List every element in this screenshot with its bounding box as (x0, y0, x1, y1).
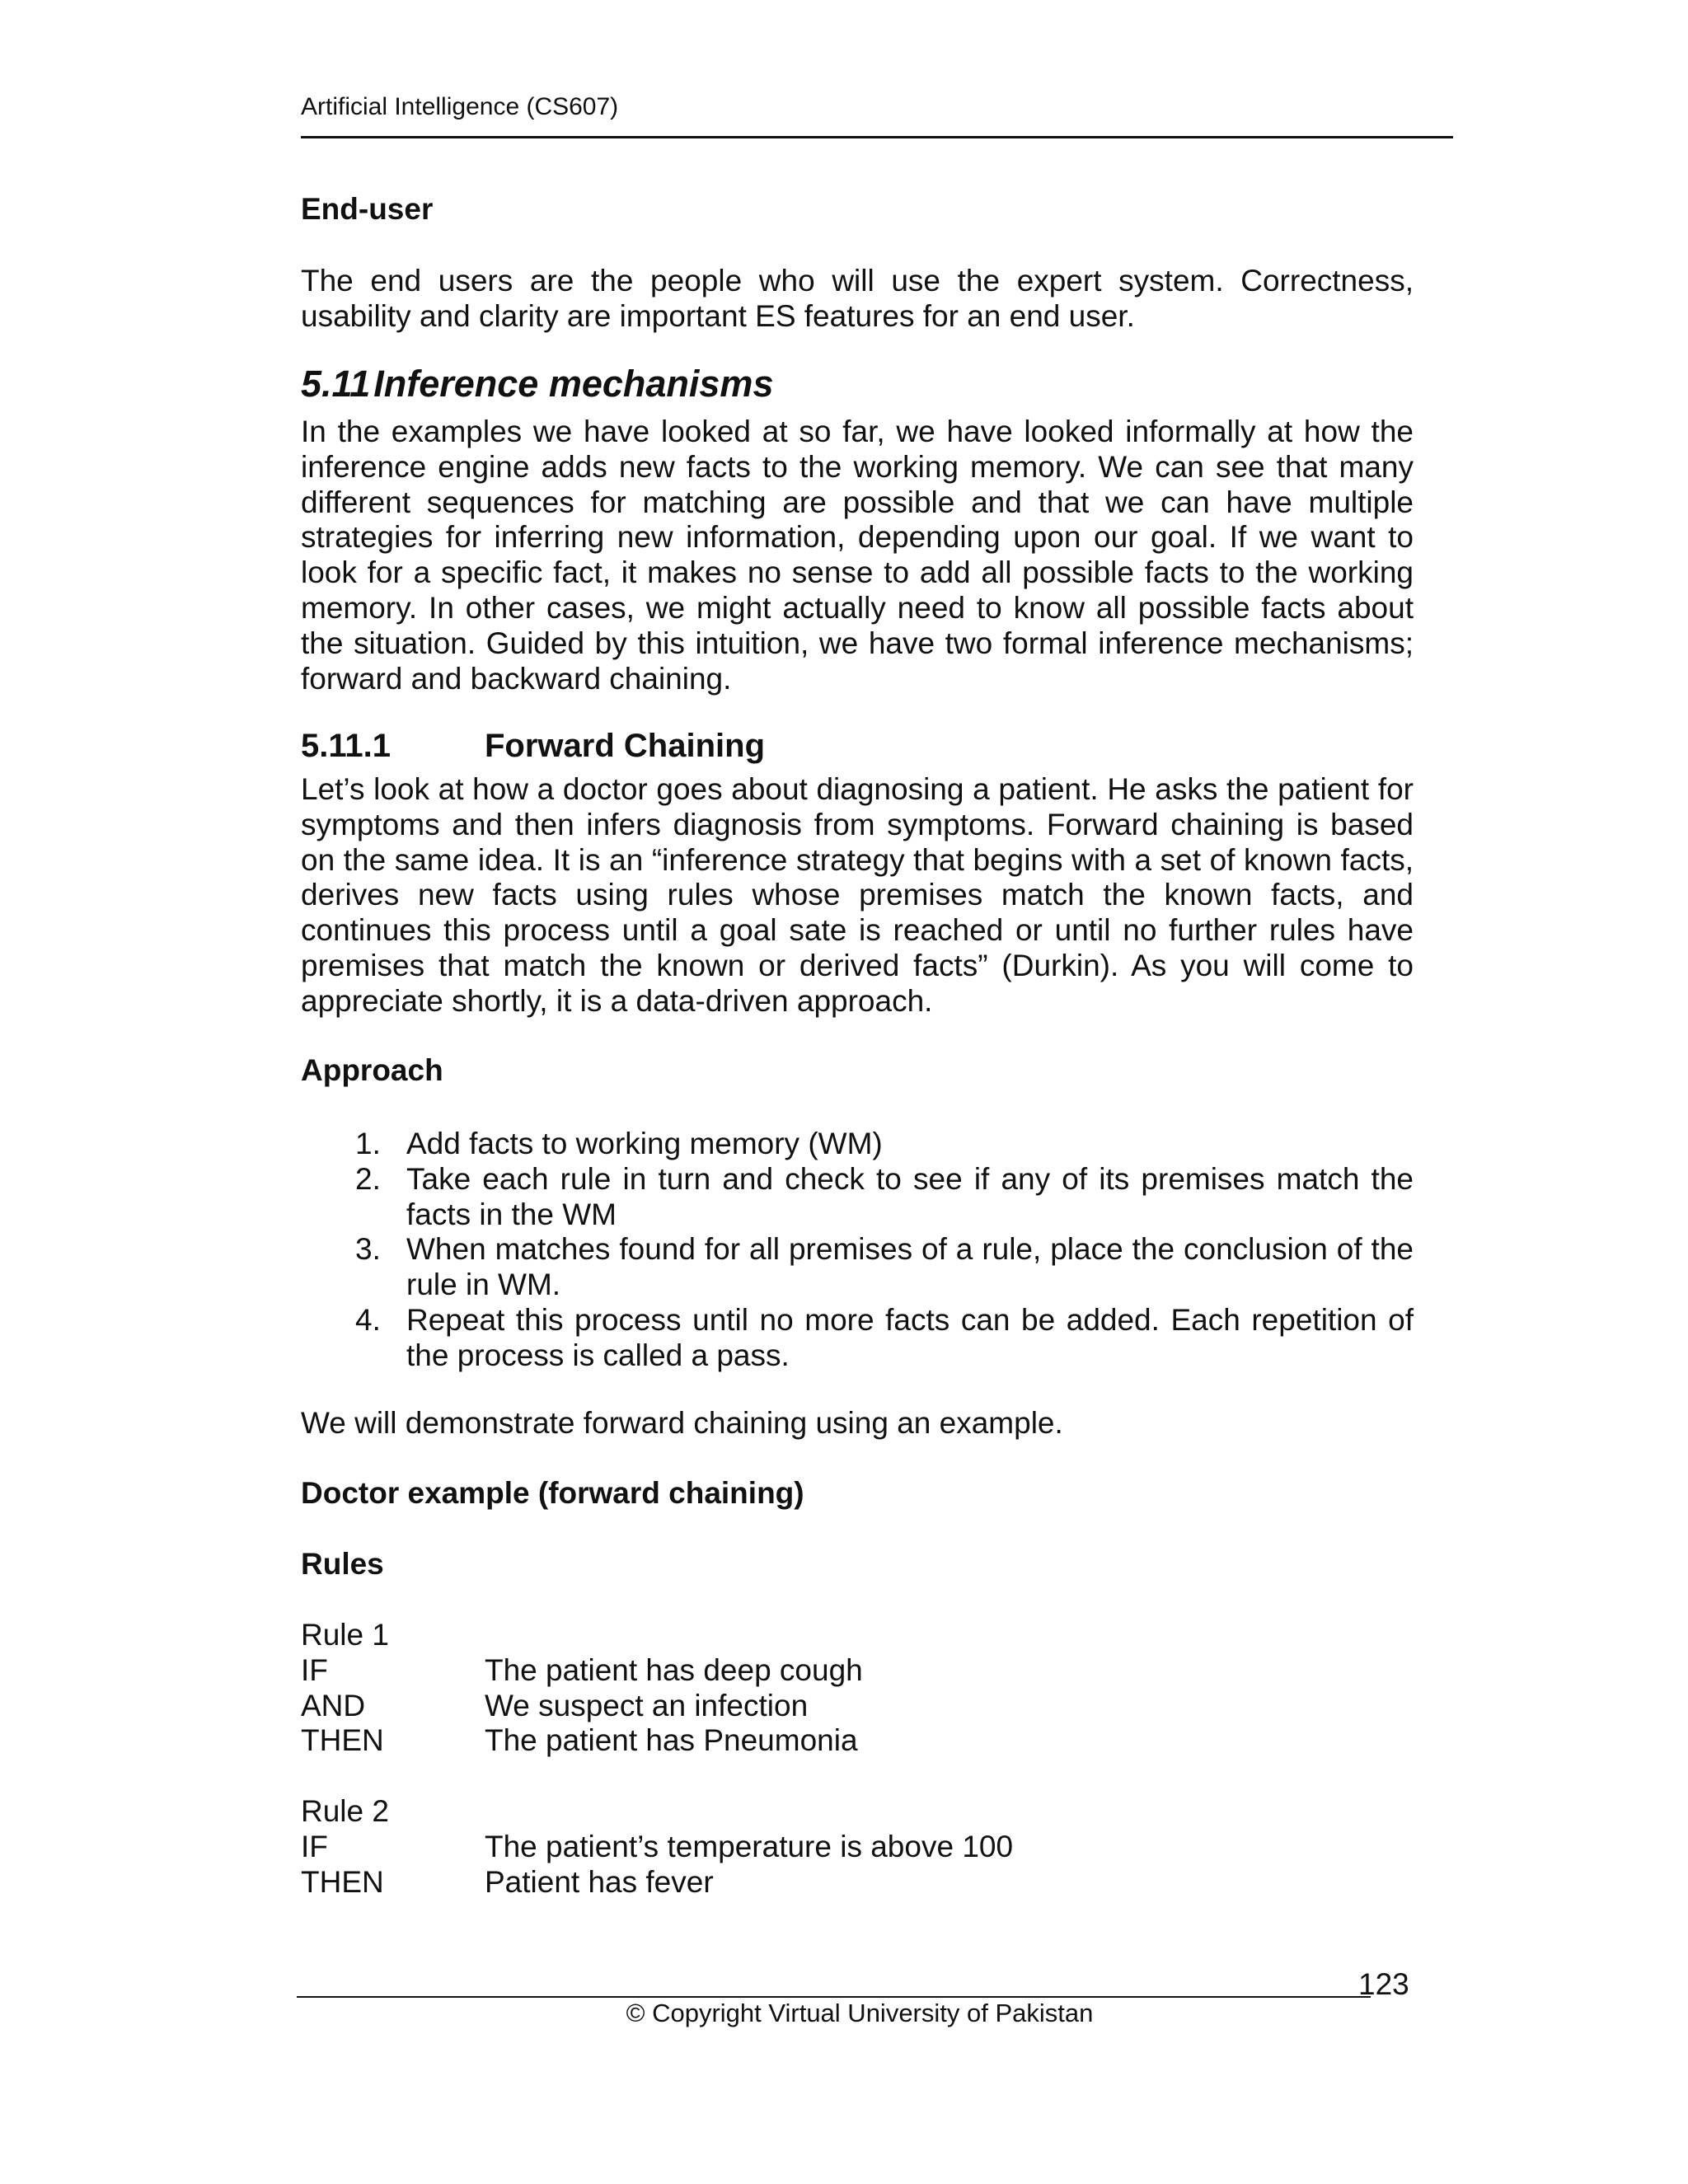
copyright-notice: © Copyright Virtual University of Pakistan (626, 1999, 1094, 2027)
rule-keyword: AND (301, 1688, 366, 1722)
rules-heading: Rules (301, 1547, 384, 1581)
rule-text: We suspect an infection (485, 1688, 809, 1722)
rule-1-block (301, 1618, 863, 1759)
rule-name-row (301, 1618, 863, 1653)
approach-list (342, 1127, 1414, 1374)
rule-2-block (301, 1794, 1013, 1900)
rule-keyword: IF (301, 1652, 328, 1687)
section-number: 5.11 (301, 363, 371, 405)
subsection-title-text: Forward Chaining (485, 728, 765, 764)
list-item-number: 4. (355, 1302, 381, 1337)
subsection-title-forward-chaining (301, 726, 765, 766)
list-item-text: Add facts to working memory (WM) (406, 1127, 883, 1160)
rule-name: Rule 1 (301, 1618, 389, 1652)
list-item-number: 3. (355, 1232, 381, 1267)
list-item (342, 1127, 1414, 1162)
rule-text: The patient has deep cough (485, 1652, 863, 1687)
section-title-text: Inference mechanisms (373, 363, 774, 405)
rule-line (301, 1723, 863, 1759)
rule-line (301, 1830, 1013, 1865)
end-user-heading: End-user (301, 192, 434, 226)
end-user-paragraph: The end users are the people who will use the expert system. Correctness, usability and clarity are important ES features for an end user. (301, 264, 1414, 333)
rule-line (301, 1689, 863, 1724)
list-item (342, 1232, 1414, 1303)
rule-name-row (301, 1794, 1013, 1830)
rule-text: The patient has Pneumonia (485, 1723, 858, 1758)
list-item (342, 1162, 1414, 1233)
list-item-text: When matches found for all premises of a rule, place the conclusion of the rule in WM. (406, 1232, 1414, 1302)
demo-sentence: We will demonstrate forward chaining using an example. (301, 1406, 1063, 1440)
rule-line (301, 1865, 1013, 1900)
page-number: 123 (1358, 1967, 1409, 2001)
inference-mechanisms-paragraph: In the examples we have looked at so far, we have looked informally at how the inference engine adds new facts to the working memory. We can see that many different sequences for matching are possible and that we can have multiple strategies for inferring new information, depending upon our goal. If we want to look for a specific fact, it makes no sense to add all possible facts to the working memory. In other cases, we might actually need to know all possible facts about the situation. Guided by this intuition, we have two formal inference mechanisms; forward and backward chaining. (301, 415, 1414, 696)
list-item-number: 2. (355, 1161, 381, 1196)
list-item-text: Repeat this process until no more facts can be added. Each repetition of the process is called a pass. (406, 1302, 1414, 1372)
subsection-number: 5.11.1 (301, 728, 392, 764)
list-item (342, 1303, 1414, 1374)
header-rule (301, 136, 1453, 138)
rule-keyword: IF (301, 1829, 328, 1863)
approach-heading: Approach (301, 1053, 443, 1087)
list-item-text: Take each rule in turn and check to see if any of its premises match the facts in the WM (406, 1161, 1414, 1231)
doctor-example-heading: Doctor example (forward chaining) (301, 1476, 804, 1510)
rule-text: Patient has fever (485, 1864, 714, 1899)
rule-keyword: THEN (301, 1864, 384, 1899)
running-header: Artificial Intelligence (CS607) (301, 93, 619, 120)
rule-name: Rule 2 (301, 1794, 389, 1828)
list-item-number: 1. (355, 1127, 381, 1160)
section-title-inference-mechanisms (301, 363, 773, 405)
rule-text: The patient’s temperature is above 100 (485, 1829, 1014, 1863)
rule-line (301, 1653, 863, 1689)
rule-keyword: THEN (301, 1723, 384, 1758)
forward-chaining-paragraph: Let’s look at how a doctor goes about diagnosing a patient. He asks the patient for symptoms and then infers diagnosis from symptoms. Forward chaining is based on the same idea. It is an “inference strategy that begins with a set of known facts, derives new facts using rules whose premises match the known facts, and continues this process until a goal sate is reached or until no further rules have premises that match the known or derived facts” (Durkin). As you will come to appreciate shortly, it is a data-driven approach. (301, 772, 1414, 1018)
